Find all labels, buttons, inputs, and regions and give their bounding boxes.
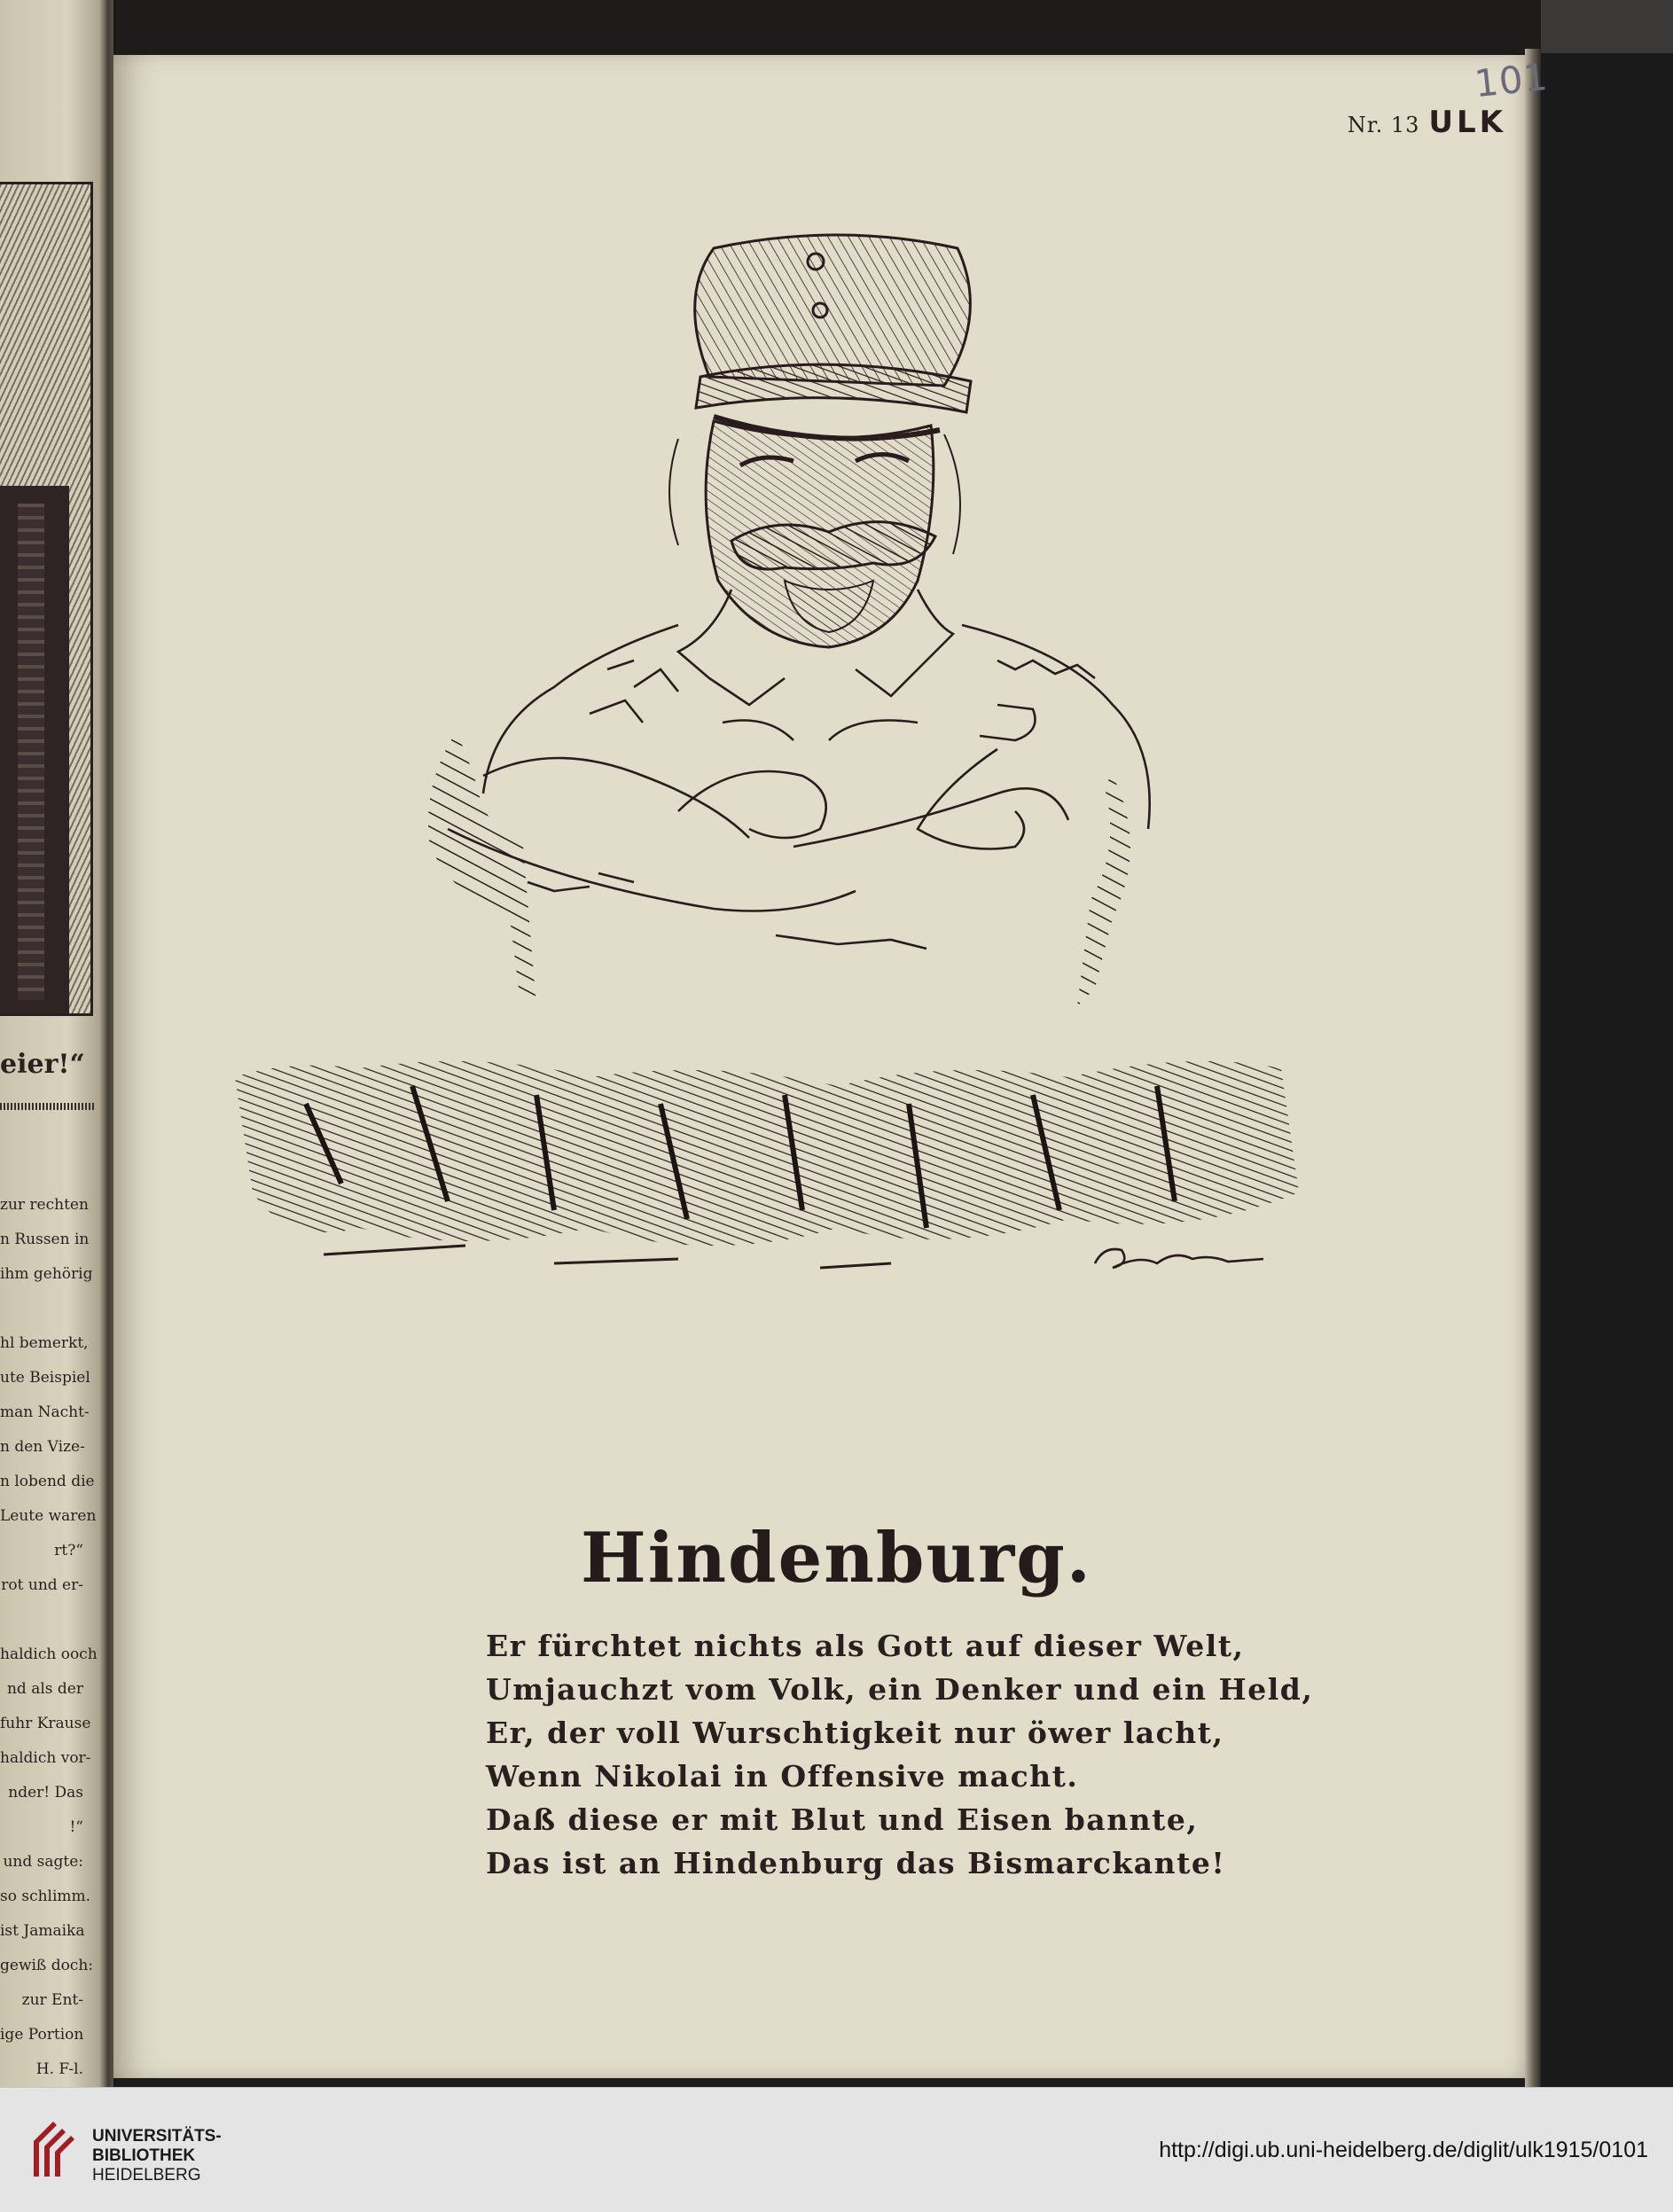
page-edge [1525,49,1541,2087]
board-strip [1541,0,1673,53]
library-name[interactable] [92,2127,222,2185]
handwritten-folio: 101 [1472,54,1551,106]
left-page-text-line: n den Vize- [0,1438,85,1456]
left-page-text-line: !“ [69,1818,83,1836]
university-library-logo-icon[interactable] [27,2114,98,2185]
left-page-text-line: Leute waren [0,1507,97,1525]
library-name-line3: HEIDELBERG [92,2166,201,2185]
document-url[interactable]: http://digi.ub.uni-heidelberg.de/diglit/ulk1915/0101 [1159,2138,1648,2162]
left-page-text-line: man Nacht- [0,1403,90,1421]
book-board [1541,0,1673,2087]
page-header [1348,105,1506,140]
left-page-text-line: n Russen in [0,1231,90,1248]
poem-line: Umjauchzt vom Volk, ein Denker und ein Held, [486,1672,1314,1707]
face [669,421,960,647]
left-page-text-line: und sagte: [3,1853,83,1871]
left-page-text-line: nder! Das [8,1784,83,1802]
left-page-text-line: zur Ent- [21,1991,83,2009]
left-page-text-line: n lobend die [0,1473,95,1490]
issue-number: Nr. 13 [1347,113,1420,137]
left-page-text-line: haldich ooch [0,1645,98,1663]
hindenburg-portrait-illustration [217,208,1361,1476]
left-page-text-line: ist Jamaika [0,1922,85,1940]
left-page-text-line [0,1603,113,1638]
hatched-body [235,731,1299,1268]
poem-line: Er fürchtet nichts als Gott auf dieser Welt, [486,1629,1245,1663]
artist-signature [1095,1249,1263,1268]
poem-line: Wenn Nikolai in Offensive macht. [486,1759,1079,1794]
library-footer [0,2087,1673,2212]
left-page-text-line: haldich vor- [0,1749,91,1767]
left-page-text-line: ute Beispiel [0,1369,90,1387]
left-page-text-line: fuhr Krause [0,1715,91,1732]
magazine-name: ULK [1428,105,1506,140]
cap [695,235,971,439]
left-page-text-line: ihm gehörig [0,1265,93,1283]
poem-line: Er, der voll Wurschtigkeit nur öwer lacht, [486,1716,1224,1750]
crossed-arms [448,705,1068,949]
left-page-text [0,1188,113,2087]
left-page-text-line [0,1292,113,1326]
left-page-text-line: hl bemerkt, [0,1334,89,1352]
poem-line: Daß diese er mit Blut und Eisen bannte, [486,1802,1199,1837]
illustration-pillar [18,504,44,1000]
left-page-text-line: so schlimm. [0,1888,91,1905]
left-page-text-line: nd als der [6,1680,83,1698]
left-page-text-line: ige Portion [0,2026,84,2044]
left-page-illustration [0,182,93,1016]
library-name-line2: BIBLIOTHEK [92,2146,196,2165]
left-page-text-line: zur rechten [0,1196,89,1214]
poem-title: Hindenburg. [581,1518,1092,1598]
poem-stanza [486,1624,1314,1885]
left-page-text-line: H. F-l. [35,2060,83,2078]
poem-line: Das ist an Hindenburg das Bismarckante! [486,1846,1226,1880]
left-page-rule [0,1103,96,1110]
left-page-caption: eier!“ [0,1049,85,1080]
left-page-text-line: gewiß doch: [0,1957,94,1974]
left-page [0,0,113,2087]
left-page-text-line: rt?“ [54,1542,83,1559]
left-page-text-line: rot und er- [1,1576,83,1594]
library-name-line1: UNIVERSITÄTS- [92,2127,222,2146]
